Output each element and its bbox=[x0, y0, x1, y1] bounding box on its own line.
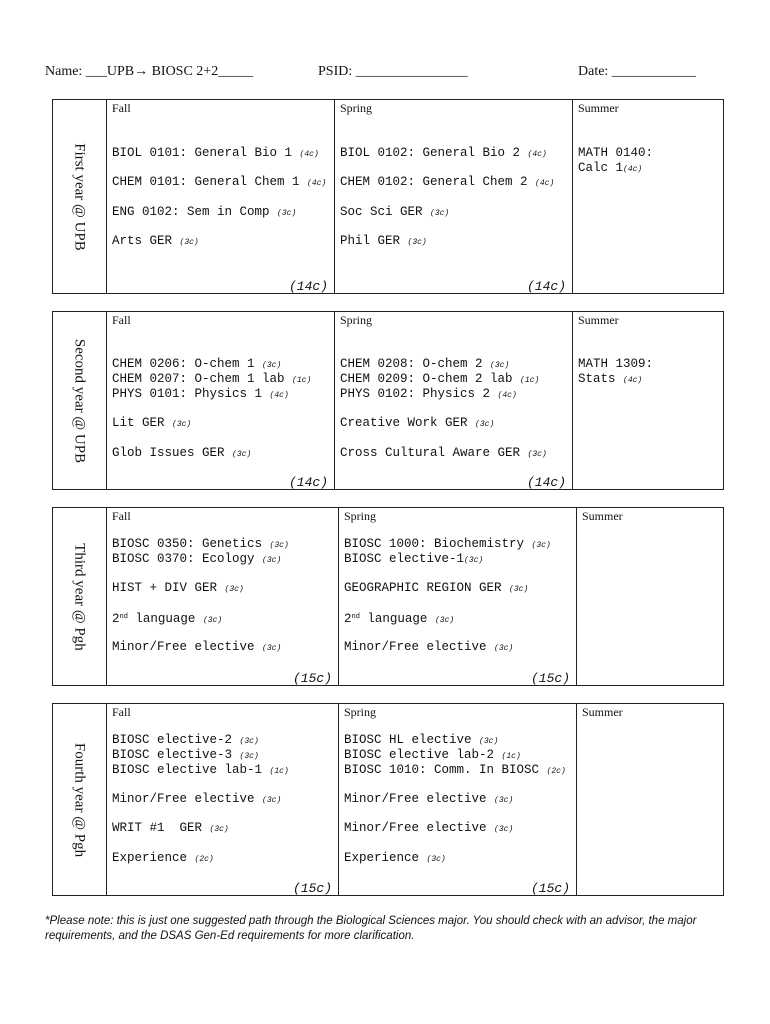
course-line: BIOL 0101: General Bio 1 (4c) bbox=[112, 146, 319, 160]
fall-column bbox=[106, 508, 339, 685]
spring-column bbox=[334, 100, 573, 293]
spring-column bbox=[338, 508, 577, 685]
summer-column bbox=[572, 312, 723, 489]
semester-heading: Summer bbox=[578, 101, 619, 115]
course-line: HIST + DIV GER (3c) bbox=[112, 581, 244, 595]
course-line: Phil GER (3c) bbox=[340, 234, 427, 248]
course-line: BIOL 0102: General Bio 2 (4c) bbox=[340, 146, 547, 160]
credit-total: (14c) bbox=[288, 475, 328, 490]
year-label-cell bbox=[53, 508, 107, 685]
course-line: Cross Cultural Aware GER (3c) bbox=[340, 446, 547, 460]
course-line: CHEM 0209: O-chem 2 lab (1c) bbox=[340, 372, 540, 386]
date-field: Date: ____________ bbox=[578, 64, 696, 79]
credit-total: (15c) bbox=[292, 881, 332, 896]
name-field bbox=[45, 64, 253, 80]
course-line: Minor/Free elective (3c) bbox=[112, 640, 282, 654]
credit-total: (14c) bbox=[526, 279, 566, 294]
course-line: BIOSC elective lab-1 (1c) bbox=[112, 763, 289, 777]
course-line: Minor/Free elective (3c) bbox=[344, 821, 514, 835]
semester-heading: Spring bbox=[344, 509, 377, 523]
course-line: Soc Sci GER (3c) bbox=[340, 205, 450, 219]
course-line: Creative Work GER (3c) bbox=[340, 416, 495, 430]
name-value: ___UPB→ BIOSC 2+2_____ bbox=[85, 64, 254, 79]
course-line: CHEM 0101: General Chem 1 (4c) bbox=[112, 175, 327, 189]
course-line: MATH 0140: Calc 1(4c) bbox=[578, 146, 654, 175]
summer-column bbox=[576, 704, 723, 895]
course-line: PHYS 0102: Physics 2 (4c) bbox=[340, 387, 517, 401]
spring-column bbox=[338, 704, 577, 895]
year-label-cell bbox=[53, 704, 107, 895]
fall-column bbox=[106, 312, 335, 489]
name-label: Name: bbox=[45, 64, 83, 79]
credit-total: (14c) bbox=[288, 279, 328, 294]
course-line: PHYS 0101: Physics 1 (4c) bbox=[112, 387, 289, 401]
semester-heading: Spring bbox=[340, 313, 373, 327]
semester-heading: Fall bbox=[112, 705, 131, 719]
semester-heading: Summer bbox=[582, 705, 623, 719]
course-line: Experience (2c) bbox=[112, 851, 214, 865]
course-line: MATH 1309: Stats (4c) bbox=[578, 357, 654, 386]
course-line: GEOGRAPHIC REGION GER (3c) bbox=[344, 581, 529, 595]
semester-heading: Summer bbox=[582, 509, 623, 523]
spring-column bbox=[334, 312, 573, 489]
semester-heading: Fall bbox=[112, 509, 131, 523]
course-line: BIOSC 0350: Genetics (3c) bbox=[112, 537, 289, 551]
year-label-cell bbox=[53, 312, 107, 489]
course-line: WRIT #1 GER (3c) bbox=[112, 821, 229, 835]
course-line: BIOSC 0370: Ecology (3c) bbox=[112, 552, 282, 566]
course-line: CHEM 0206: O-chem 1 (3c) bbox=[112, 357, 282, 371]
year-block-4 bbox=[52, 703, 724, 896]
fall-column bbox=[106, 704, 339, 895]
course-line: CHEM 0208: O-chem 2 (3c) bbox=[340, 357, 510, 371]
credit-total: (15c) bbox=[292, 671, 332, 686]
summer-column bbox=[576, 508, 723, 685]
year-label: First year @ UPB bbox=[71, 142, 88, 251]
semester-heading: Spring bbox=[340, 101, 373, 115]
credit-total: (15c) bbox=[530, 881, 570, 896]
course-line: Lit GER (3c) bbox=[112, 416, 192, 430]
course-line: Minor/Free elective (3c) bbox=[112, 792, 282, 806]
fall-column bbox=[106, 100, 335, 293]
semester-heading: Spring bbox=[344, 705, 377, 719]
course-line: BIOSC elective-1(3c) bbox=[344, 552, 484, 566]
semester-heading: Fall bbox=[112, 313, 131, 327]
course-line: ENG 0102: Sem in Comp (3c) bbox=[112, 205, 297, 219]
course-line: BIOSC 1010: Comm. In BIOSC (2c) bbox=[344, 763, 566, 777]
course-line: Arts GER (3c) bbox=[112, 234, 199, 248]
year-label: Fourth year @ Pgh bbox=[71, 742, 88, 857]
year-block-2 bbox=[52, 311, 724, 490]
course-line: CHEM 0102: General Chem 2 (4c) bbox=[340, 175, 555, 189]
course-line: BIOSC 1000: Biochemistry (3c) bbox=[344, 537, 551, 551]
course-line: BIOSC elective-3 (3c) bbox=[112, 748, 259, 762]
course-line: CHEM 0207: O-chem 1 lab (1c) bbox=[112, 372, 312, 386]
year-block-3 bbox=[52, 507, 724, 686]
course-line: BIOSC HL elective (3c) bbox=[344, 733, 499, 747]
credit-total: (15c) bbox=[530, 671, 570, 686]
year-label: Second year @ UPB bbox=[71, 338, 88, 463]
footnote: *Please note: this is just one suggested path through the Biological Sciences major. You should check with an advisor, the major requirements, and the DSAS Gen-Ed requirements for more clarification. bbox=[45, 915, 697, 942]
course-line: Minor/Free elective (3c) bbox=[344, 640, 514, 654]
summer-column bbox=[572, 100, 723, 293]
course-line: Glob Issues GER (3c) bbox=[112, 446, 252, 460]
semester-heading: Summer bbox=[578, 313, 619, 327]
course-line: 2nd language (3c) bbox=[344, 612, 455, 626]
credit-total: (14c) bbox=[526, 475, 566, 490]
course-line: BIOSC elective-2 (3c) bbox=[112, 733, 259, 747]
course-line: Experience (3c) bbox=[344, 851, 446, 865]
year-label: Third year @ Pgh bbox=[71, 542, 88, 651]
course-line: BIOSC elective lab-2 (1c) bbox=[344, 748, 521, 762]
year-label-cell bbox=[53, 100, 107, 293]
psid-field: PSID: ________________ bbox=[318, 64, 468, 79]
course-line: Minor/Free elective (3c) bbox=[344, 792, 514, 806]
year-block-1 bbox=[52, 99, 724, 294]
semester-heading: Fall bbox=[112, 101, 131, 115]
course-line: 2nd language (3c) bbox=[112, 612, 223, 626]
